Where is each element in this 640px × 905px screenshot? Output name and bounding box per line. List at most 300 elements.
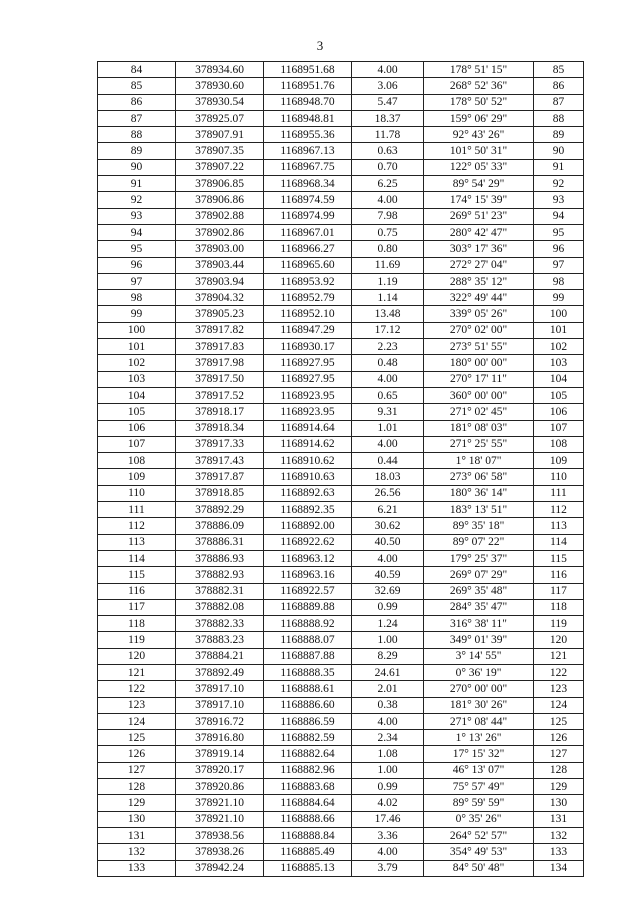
y-coordinate-cell: 1168948.81 [264, 110, 352, 126]
y-coordinate-cell: 1168952.79 [264, 290, 352, 306]
distance-cell: 0.80 [352, 241, 424, 257]
distance-cell: 18.37 [352, 110, 424, 126]
bearing-cell: 180° 00' 00" [424, 355, 534, 371]
distance-cell: 40.50 [352, 534, 424, 550]
distance-cell: 7.98 [352, 208, 424, 224]
table-row [98, 127, 584, 143]
page-number: 3 [316, 38, 324, 53]
table-row [98, 355, 584, 371]
x-coordinate-cell: 378920.17 [176, 762, 264, 778]
x-coordinate-cell: 378907.35 [176, 143, 264, 159]
point-number-cell: 125 [98, 730, 176, 746]
table-row [98, 306, 584, 322]
next-point-cell: 105 [534, 387, 584, 403]
table-row [98, 583, 584, 599]
point-number-cell: 98 [98, 290, 176, 306]
bearing-cell: 273° 06' 58" [424, 469, 534, 485]
y-coordinate-cell: 1168888.84 [264, 827, 352, 843]
x-coordinate-cell: 378919.14 [176, 746, 264, 762]
bearing-cell: 264° 52' 57" [424, 827, 534, 843]
x-coordinate-cell: 378904.32 [176, 290, 264, 306]
point-number-cell: 114 [98, 550, 176, 566]
y-coordinate-cell: 1168948.70 [264, 94, 352, 110]
distance-cell: 0.65 [352, 387, 424, 403]
bearing-cell: 269° 35' 48" [424, 583, 534, 599]
y-coordinate-cell: 1168914.62 [264, 436, 352, 452]
table-row [98, 632, 584, 648]
table-row [98, 273, 584, 289]
distance-cell: 4.00 [352, 713, 424, 729]
y-coordinate-cell: 1168951.76 [264, 78, 352, 94]
bearing-cell: 360° 00' 00" [424, 387, 534, 403]
bearing-cell: 122° 05' 33" [424, 159, 534, 175]
table-row [98, 453, 584, 469]
distance-cell: 3.79 [352, 860, 424, 876]
y-coordinate-cell: 1168885.13 [264, 860, 352, 876]
y-coordinate-cell: 1168886.59 [264, 713, 352, 729]
point-number-cell: 106 [98, 420, 176, 436]
next-point-cell: 96 [534, 241, 584, 257]
x-coordinate-cell: 378917.83 [176, 339, 264, 355]
x-coordinate-cell: 378930.60 [176, 78, 264, 94]
next-point-cell: 126 [534, 730, 584, 746]
bearing-cell: 354° 49' 53" [424, 844, 534, 860]
next-point-cell: 103 [534, 355, 584, 371]
bearing-cell: 183° 13' 51" [424, 502, 534, 518]
table-row [98, 550, 584, 566]
bearing-cell: 174° 15' 39" [424, 192, 534, 208]
point-number-cell: 85 [98, 78, 176, 94]
distance-cell: 1.24 [352, 616, 424, 632]
table-row [98, 143, 584, 159]
next-point-cell: 102 [534, 339, 584, 355]
distance-cell: 11.78 [352, 127, 424, 143]
bearing-cell: 284° 35' 47" [424, 599, 534, 615]
distance-cell: 0.38 [352, 697, 424, 713]
y-coordinate-cell: 1168914.64 [264, 420, 352, 436]
next-point-cell: 101 [534, 322, 584, 338]
point-number-cell: 131 [98, 827, 176, 843]
y-coordinate-cell: 1168892.63 [264, 485, 352, 501]
table-row [98, 502, 584, 518]
point-number-cell: 100 [98, 322, 176, 338]
next-point-cell: 100 [534, 306, 584, 322]
next-point-cell: 134 [534, 860, 584, 876]
table-row [98, 404, 584, 420]
table-row [98, 779, 584, 795]
x-coordinate-cell: 378907.91 [176, 127, 264, 143]
y-coordinate-cell: 1168927.95 [264, 371, 352, 387]
table-row [98, 62, 584, 78]
next-point-cell: 117 [534, 583, 584, 599]
bearing-cell: 1° 18' 07" [424, 453, 534, 469]
x-coordinate-cell: 378902.86 [176, 224, 264, 240]
y-coordinate-cell: 1168887.88 [264, 648, 352, 664]
x-coordinate-cell: 378917.10 [176, 681, 264, 697]
y-coordinate-cell: 1168922.62 [264, 534, 352, 550]
y-coordinate-cell: 1168892.35 [264, 502, 352, 518]
y-coordinate-cell: 1168963.12 [264, 550, 352, 566]
distance-cell: 9.31 [352, 404, 424, 420]
bearing-cell: 272° 27' 04" [424, 257, 534, 273]
point-number-cell: 129 [98, 795, 176, 811]
bearing-cell: 271° 02' 45" [424, 404, 534, 420]
bearing-cell: 75° 57' 49" [424, 779, 534, 795]
point-number-cell: 130 [98, 811, 176, 827]
y-coordinate-cell: 1168886.60 [264, 697, 352, 713]
next-point-cell: 94 [534, 208, 584, 224]
distance-cell: 1.01 [352, 420, 424, 436]
y-coordinate-cell: 1168885.49 [264, 844, 352, 860]
x-coordinate-cell: 378882.33 [176, 616, 264, 632]
table-row [98, 387, 584, 403]
table-row [98, 192, 584, 208]
bearing-cell: 288° 35' 12" [424, 273, 534, 289]
next-point-cell: 112 [534, 502, 584, 518]
x-coordinate-cell: 378902.88 [176, 208, 264, 224]
bearing-cell: 84° 50' 48" [424, 860, 534, 876]
table-row [98, 534, 584, 550]
x-coordinate-cell: 378892.29 [176, 502, 264, 518]
bearing-cell: 1° 13' 26" [424, 730, 534, 746]
y-coordinate-cell: 1168910.62 [264, 453, 352, 469]
x-coordinate-cell: 378921.10 [176, 795, 264, 811]
table-row [98, 844, 584, 860]
next-point-cell: 90 [534, 143, 584, 159]
point-number-cell: 126 [98, 746, 176, 762]
point-number-cell: 84 [98, 62, 176, 78]
distance-cell: 4.00 [352, 844, 424, 860]
point-number-cell: 116 [98, 583, 176, 599]
x-coordinate-cell: 378917.98 [176, 355, 264, 371]
point-number-cell: 91 [98, 176, 176, 192]
point-number-cell: 99 [98, 306, 176, 322]
table-row [98, 469, 584, 485]
x-coordinate-cell: 378906.85 [176, 176, 264, 192]
bearing-cell: 0° 35' 26" [424, 811, 534, 827]
y-coordinate-cell: 1168974.59 [264, 192, 352, 208]
table-row [98, 257, 584, 273]
y-coordinate-cell: 1168965.60 [264, 257, 352, 273]
bearing-cell: 178° 51' 15" [424, 62, 534, 78]
distance-cell: 1.19 [352, 273, 424, 289]
point-number-cell: 113 [98, 534, 176, 550]
table-row [98, 208, 584, 224]
next-point-cell: 108 [534, 436, 584, 452]
y-coordinate-cell: 1168952.10 [264, 306, 352, 322]
bearing-cell: 17° 15' 32" [424, 746, 534, 762]
next-point-cell: 86 [534, 78, 584, 94]
bearing-cell: 339° 05' 26" [424, 306, 534, 322]
x-coordinate-cell: 378917.52 [176, 387, 264, 403]
distance-cell: 0.75 [352, 224, 424, 240]
table-row [98, 730, 584, 746]
bearing-cell: 280° 42' 47" [424, 224, 534, 240]
next-point-cell: 121 [534, 648, 584, 664]
next-point-cell: 87 [534, 94, 584, 110]
x-coordinate-cell: 378917.87 [176, 469, 264, 485]
next-point-cell: 125 [534, 713, 584, 729]
x-coordinate-cell: 378925.07 [176, 110, 264, 126]
bearing-cell: 271° 08' 44" [424, 713, 534, 729]
distance-cell: 18.03 [352, 469, 424, 485]
y-coordinate-cell: 1168955.36 [264, 127, 352, 143]
y-coordinate-cell: 1168882.64 [264, 746, 352, 762]
table-row [98, 664, 584, 680]
distance-cell: 26.56 [352, 485, 424, 501]
point-number-cell: 121 [98, 664, 176, 680]
next-point-cell: 114 [534, 534, 584, 550]
table-row [98, 827, 584, 843]
point-number-cell: 133 [98, 860, 176, 876]
distance-cell: 4.00 [352, 371, 424, 387]
x-coordinate-cell: 378916.80 [176, 730, 264, 746]
distance-cell: 1.08 [352, 746, 424, 762]
bearing-cell: 271° 25' 55" [424, 436, 534, 452]
bearing-cell: 89° 54' 29" [424, 176, 534, 192]
y-coordinate-cell: 1168922.57 [264, 583, 352, 599]
table-row [98, 322, 584, 338]
table-row [98, 290, 584, 306]
table-row [98, 567, 584, 583]
distance-cell: 11.69 [352, 257, 424, 273]
y-coordinate-cell: 1168888.61 [264, 681, 352, 697]
y-coordinate-cell: 1168967.13 [264, 143, 352, 159]
point-number-cell: 97 [98, 273, 176, 289]
y-coordinate-cell: 1168892.00 [264, 518, 352, 534]
bearing-cell: 322° 49' 44" [424, 290, 534, 306]
next-point-cell: 110 [534, 469, 584, 485]
x-coordinate-cell: 378920.86 [176, 779, 264, 795]
next-point-cell: 127 [534, 746, 584, 762]
next-point-cell: 97 [534, 257, 584, 273]
table-row [98, 241, 584, 257]
x-coordinate-cell: 378903.00 [176, 241, 264, 257]
next-point-cell: 113 [534, 518, 584, 534]
table-row [98, 811, 584, 827]
x-coordinate-cell: 378907.22 [176, 159, 264, 175]
y-coordinate-cell: 1168888.07 [264, 632, 352, 648]
next-point-cell: 93 [534, 192, 584, 208]
distance-cell: 17.46 [352, 811, 424, 827]
x-coordinate-cell: 378917.10 [176, 697, 264, 713]
point-number-cell: 112 [98, 518, 176, 534]
distance-cell: 2.34 [352, 730, 424, 746]
bearing-cell: 181° 08' 03" [424, 420, 534, 436]
distance-cell: 17.12 [352, 322, 424, 338]
point-number-cell: 111 [98, 502, 176, 518]
bearing-cell: 178° 50' 52" [424, 94, 534, 110]
x-coordinate-cell: 378886.93 [176, 550, 264, 566]
table-row [98, 176, 584, 192]
x-coordinate-cell: 378903.94 [176, 273, 264, 289]
table-row [98, 648, 584, 664]
point-number-cell: 122 [98, 681, 176, 697]
distance-cell: 4.00 [352, 436, 424, 452]
y-coordinate-cell: 1168888.92 [264, 616, 352, 632]
x-coordinate-cell: 378882.93 [176, 567, 264, 583]
y-coordinate-cell: 1168951.68 [264, 62, 352, 78]
bearing-cell: 270° 00' 00" [424, 681, 534, 697]
table-row [98, 224, 584, 240]
distance-cell: 4.00 [352, 550, 424, 566]
distance-cell: 40.59 [352, 567, 424, 583]
x-coordinate-cell: 378882.31 [176, 583, 264, 599]
point-number-cell: 93 [98, 208, 176, 224]
next-point-cell: 118 [534, 599, 584, 615]
x-coordinate-cell: 378906.86 [176, 192, 264, 208]
next-point-cell: 123 [534, 681, 584, 697]
y-coordinate-cell: 1168953.92 [264, 273, 352, 289]
x-coordinate-cell: 378918.17 [176, 404, 264, 420]
table-row [98, 94, 584, 110]
bearing-cell: 269° 07' 29" [424, 567, 534, 583]
x-coordinate-cell: 378918.34 [176, 420, 264, 436]
next-point-cell: 107 [534, 420, 584, 436]
point-number-cell: 127 [98, 762, 176, 778]
y-coordinate-cell: 1168883.68 [264, 779, 352, 795]
table-row [98, 616, 584, 632]
point-number-cell: 104 [98, 387, 176, 403]
table-row [98, 713, 584, 729]
y-coordinate-cell: 1168882.59 [264, 730, 352, 746]
x-coordinate-cell: 378942.24 [176, 860, 264, 876]
y-coordinate-cell: 1168963.16 [264, 567, 352, 583]
x-coordinate-cell: 378903.44 [176, 257, 264, 273]
next-point-cell: 91 [534, 159, 584, 175]
next-point-cell: 98 [534, 273, 584, 289]
distance-cell: 0.63 [352, 143, 424, 159]
point-number-cell: 89 [98, 143, 176, 159]
x-coordinate-cell: 378886.31 [176, 534, 264, 550]
distance-cell: 0.99 [352, 779, 424, 795]
point-number-cell: 124 [98, 713, 176, 729]
next-point-cell: 106 [534, 404, 584, 420]
next-point-cell: 95 [534, 224, 584, 240]
point-number-cell: 87 [98, 110, 176, 126]
x-coordinate-cell: 378883.23 [176, 632, 264, 648]
table-body [98, 62, 584, 877]
table-row [98, 339, 584, 355]
y-coordinate-cell: 1168884.64 [264, 795, 352, 811]
y-coordinate-cell: 1168967.75 [264, 159, 352, 175]
bearing-cell: 89° 59' 59" [424, 795, 534, 811]
next-point-cell: 132 [534, 827, 584, 843]
point-number-cell: 120 [98, 648, 176, 664]
x-coordinate-cell: 378921.10 [176, 811, 264, 827]
point-number-cell: 101 [98, 339, 176, 355]
table-row [98, 762, 584, 778]
point-number-cell: 109 [98, 469, 176, 485]
y-coordinate-cell: 1168910.63 [264, 469, 352, 485]
coordinates-table [97, 61, 584, 877]
table-row [98, 697, 584, 713]
distance-cell: 8.29 [352, 648, 424, 664]
x-coordinate-cell: 378882.08 [176, 599, 264, 615]
point-number-cell: 123 [98, 697, 176, 713]
bearing-cell: 89° 07' 22" [424, 534, 534, 550]
distance-cell: 5.47 [352, 94, 424, 110]
next-point-cell: 130 [534, 795, 584, 811]
x-coordinate-cell: 378938.56 [176, 827, 264, 843]
next-point-cell: 124 [534, 697, 584, 713]
bearing-cell: 0° 36' 19" [424, 664, 534, 680]
x-coordinate-cell: 378917.50 [176, 371, 264, 387]
bearing-cell: 316° 38' 11" [424, 616, 534, 632]
next-point-cell: 116 [534, 567, 584, 583]
y-coordinate-cell: 1168966.27 [264, 241, 352, 257]
bearing-cell: 181° 30' 26" [424, 697, 534, 713]
point-number-cell: 92 [98, 192, 176, 208]
table-row [98, 746, 584, 762]
point-number-cell: 107 [98, 436, 176, 452]
table-row [98, 681, 584, 697]
bearing-cell: 180° 36' 14" [424, 485, 534, 501]
y-coordinate-cell: 1168947.29 [264, 322, 352, 338]
x-coordinate-cell: 378905.23 [176, 306, 264, 322]
distance-cell: 4.02 [352, 795, 424, 811]
y-coordinate-cell: 1168923.95 [264, 387, 352, 403]
next-point-cell: 131 [534, 811, 584, 827]
distance-cell: 1.00 [352, 632, 424, 648]
x-coordinate-cell: 378938.26 [176, 844, 264, 860]
point-number-cell: 128 [98, 779, 176, 795]
bearing-cell: 269° 51' 23" [424, 208, 534, 224]
y-coordinate-cell: 1168974.99 [264, 208, 352, 224]
distance-cell: 6.21 [352, 502, 424, 518]
table-row [98, 860, 584, 876]
distance-cell: 3.06 [352, 78, 424, 94]
x-coordinate-cell: 378918.85 [176, 485, 264, 501]
next-point-cell: 92 [534, 176, 584, 192]
distance-cell: 24.61 [352, 664, 424, 680]
table-row [98, 436, 584, 452]
bearing-cell: 270° 17' 11" [424, 371, 534, 387]
next-point-cell: 119 [534, 616, 584, 632]
next-point-cell: 99 [534, 290, 584, 306]
y-coordinate-cell: 1168882.96 [264, 762, 352, 778]
distance-cell: 30.62 [352, 518, 424, 534]
x-coordinate-cell: 378934.60 [176, 62, 264, 78]
distance-cell: 2.01 [352, 681, 424, 697]
x-coordinate-cell: 378917.33 [176, 436, 264, 452]
bearing-cell: 268° 52' 36" [424, 78, 534, 94]
next-point-cell: 120 [534, 632, 584, 648]
point-number-cell: 118 [98, 616, 176, 632]
next-point-cell: 109 [534, 453, 584, 469]
table-row [98, 159, 584, 175]
next-point-cell: 128 [534, 762, 584, 778]
point-number-cell: 86 [98, 94, 176, 110]
point-number-cell: 132 [98, 844, 176, 860]
y-coordinate-cell: 1168888.35 [264, 664, 352, 680]
distance-cell: 3.36 [352, 827, 424, 843]
next-point-cell: 89 [534, 127, 584, 143]
y-coordinate-cell: 1168888.66 [264, 811, 352, 827]
x-coordinate-cell: 378892.49 [176, 664, 264, 680]
y-coordinate-cell: 1168968.34 [264, 176, 352, 192]
point-number-cell: 102 [98, 355, 176, 371]
distance-cell: 4.00 [352, 62, 424, 78]
table-row [98, 78, 584, 94]
next-point-cell: 129 [534, 779, 584, 795]
table-row [98, 371, 584, 387]
point-number-cell: 105 [98, 404, 176, 420]
point-number-cell: 88 [98, 127, 176, 143]
bearing-cell: 273° 51' 55" [424, 339, 534, 355]
distance-cell: 0.99 [352, 599, 424, 615]
next-point-cell: 122 [534, 664, 584, 680]
